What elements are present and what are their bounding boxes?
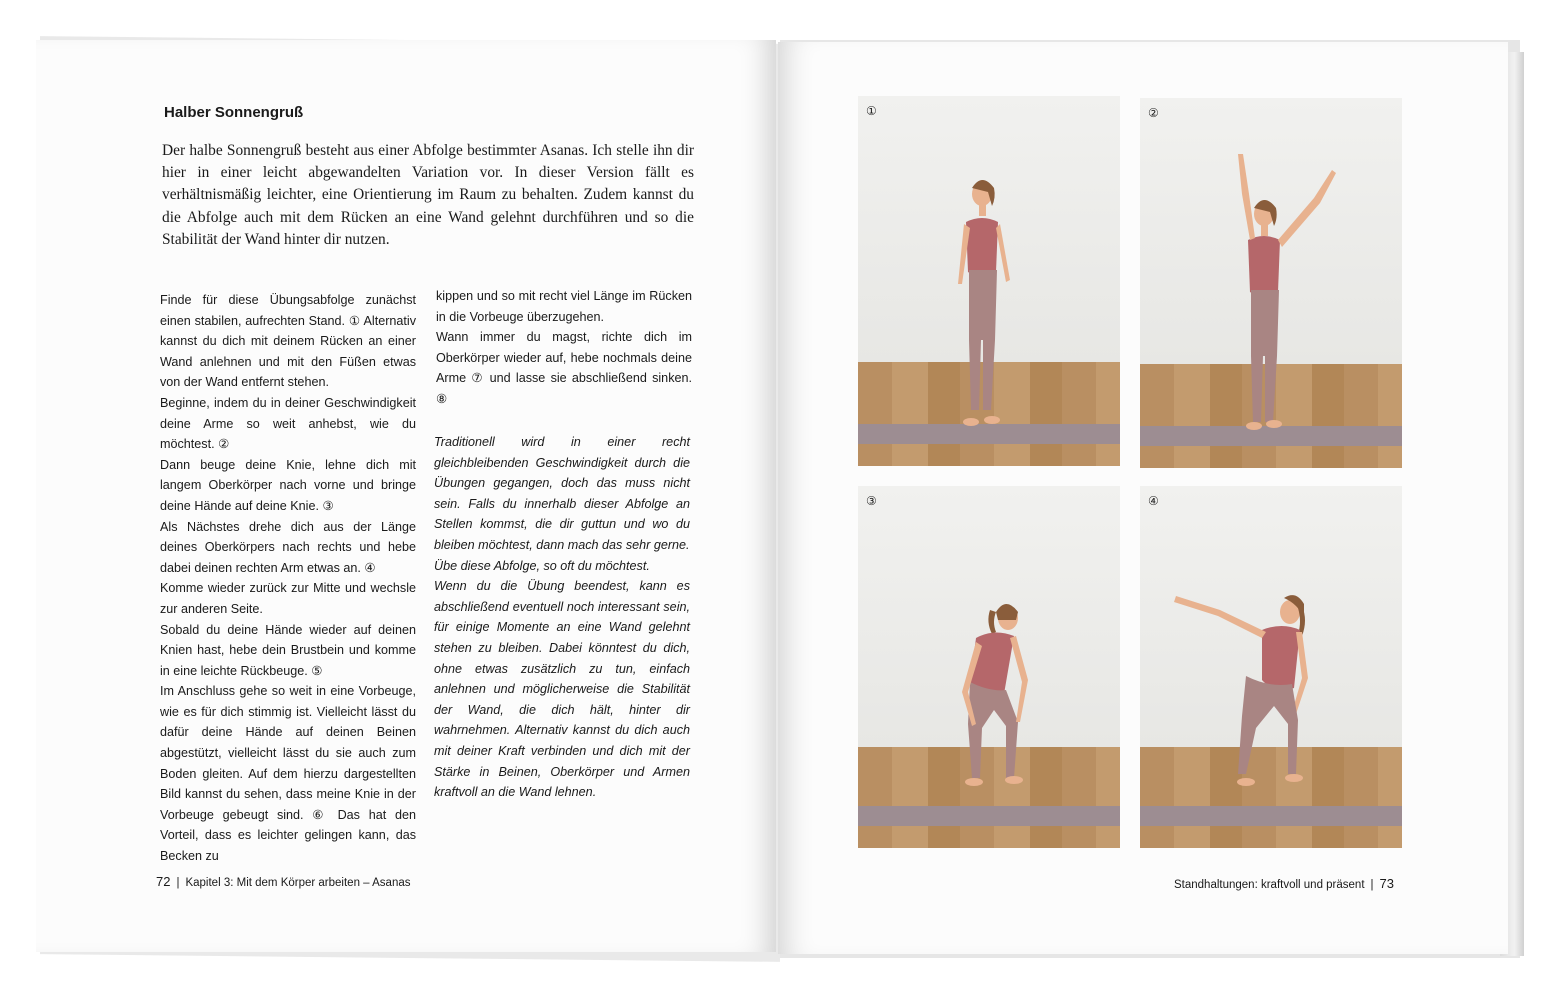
paragraph: Beginne, indem du in deiner Geschwindigkeit deine Arme so weit anhebst, wie du möchtest. ② [160, 395, 416, 452]
paragraph: Wann immer du magst, richte dich im Oberkörper wieder auf, hebe nochmals deine Arme ⑦ und lasse sie abschließend sinken. ⑧ [436, 330, 692, 406]
paragraph: Sobald du deine Hände wieder auf deinen Knien hast, hebe dein Brustbein und komme in eine leichte Rückbeuge. ⑤ [160, 622, 416, 678]
photo-number: ② [1148, 106, 1159, 120]
section-heading: Halber Sonnengruß [164, 104, 304, 121]
paragraph: Dann beuge deine Knie, lehne dich mit langem Oberkörper nach vorne und bringe deine Hände auf deine Knie. ③ [160, 457, 416, 513]
photo-number: ④ [1148, 494, 1159, 508]
figure-squat-twist [1140, 486, 1402, 848]
photo-number: ① [866, 104, 877, 118]
pose-photo-2 [1140, 98, 1402, 468]
footer-separator: | [176, 877, 180, 889]
paragraph: Komme wieder zurück zur Mitte und wechsle zur anderen Seite. [160, 581, 416, 616]
paragraph: Übe diese Abfolge, so oft du möchtest. [434, 558, 650, 573]
right-page [778, 42, 1508, 954]
footer-left [156, 874, 410, 889]
pose-photo-1 [858, 96, 1120, 466]
figure-arms-raised [1140, 98, 1402, 468]
pose-photo-4 [1140, 486, 1402, 848]
paragraph: Im Anschluss gehe so weit in eine Vorbeuge, wie es für dich stimmig ist. Vielleicht lässt du dafür deine Hände auf deinen Beinen abgestützt, vielleicht lässt du sie auch zum Boden gleiten. Auf dem hierzu dargestellten Bild kannst du sehen, dass meine Knie in der Vorbeuge gebeugt sind. ⑥ Das hat den Vorteil, dass es leichter gelingen kann, das Becken zu [160, 684, 416, 864]
paragraph: Wenn du die Übung beendest, kann es abschließend eventuell noch interessant sein, für einige Momente an eine Wand gelehnt stehen zu bleiben. Dabei könntest du dich, ohne etwas zusätzlich zu tun, einfach anlehnen und möglicherweise die Stabilität der Wand, die dich hält, hinter dir wahrnehmen. Alternativ kannst du dich auch mit deiner Kraft verbinden und dich mit der Stärke in Beinen, Oberkörper und Armen kraftvoll an die Wand lehnen. [434, 579, 690, 800]
figure-squat [858, 486, 1120, 848]
left-page [36, 40, 776, 952]
text-column-left [160, 290, 416, 867]
footer-separator: | [1370, 879, 1374, 891]
intro-paragraph: Der halbe Sonnengruß besteht aus einer Abfolge bestimmter Asanas. Ich stelle ihn dir hier in einer leicht abgewandelten Variation vor. In dieser Version fällt es verhältnismäßig leichter, eine Orientierung im Raum zu behalten. Zudem kannst du die Abfolge auch mit dem Rücken an eine Wand gelehnt durchführen und so die Stabilität der Wand hinter dir nutzen. [162, 142, 694, 248]
footer-right [1174, 876, 1394, 891]
figure-standing [858, 96, 1120, 466]
section-title: Standhaltungen: kraftvoll und präsent [1174, 879, 1365, 891]
page-number: 73 [1379, 876, 1394, 891]
italic-note [434, 432, 690, 803]
paragraph: kippen und so mit recht viel Länge im Rücken in die Vorbeuge überzugehen. [436, 289, 692, 324]
pose-photo-3 [858, 486, 1120, 848]
paragraph: Als Nächstes drehe dich aus der Länge deines Oberkörpers nach rechts und hebe dabei deinen rechten Arm etwas an. ④ [160, 519, 416, 575]
chapter-title: Kapitel 3: Mit dem Körper arbeiten – Asanas [185, 877, 411, 889]
photo-number: ③ [866, 494, 877, 508]
text-column-right [436, 286, 692, 410]
paragraph: Finde für diese Übungsabfolge zunächst einen stabilen, aufrechten Stand. ① Alternativ kannst du dich mit deinem Rücken an einer Wand anlehnen und mit den Füßen etwas von der Wand entfernt stehen. [160, 293, 416, 390]
page-number: 72 [156, 874, 171, 889]
paragraph: Traditionell wird in einer recht gleichbleibenden Geschwindigkeit durch die Übungen gegangen, doch das muss nicht sein. Falls du innerhalb dieser Abfolge an Stellen kommst, die dir guttun und wo du bleiben möchtest, dann mach das sehr gerne. [434, 435, 690, 552]
